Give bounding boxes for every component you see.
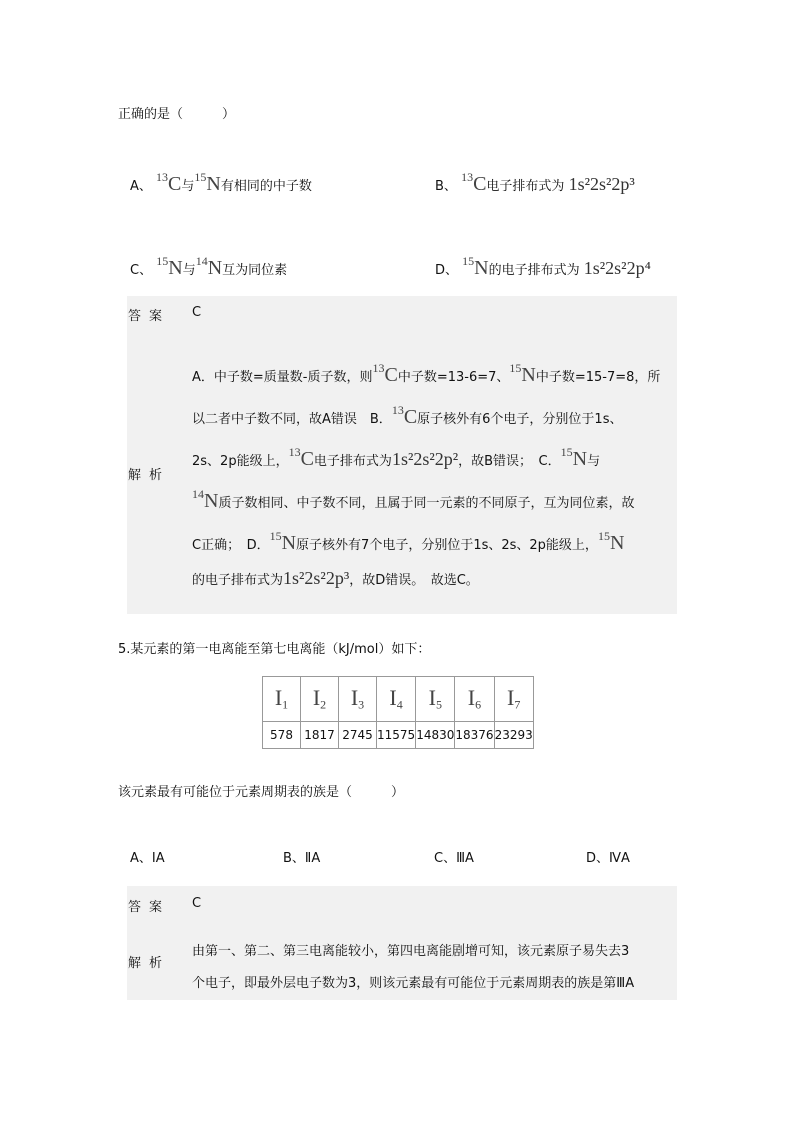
question-stem: 5.某元素的第一电离能至第七电离能（kJ/mol）如下： bbox=[118, 642, 431, 657]
electron-config: 1s²2s²2p³ bbox=[283, 568, 350, 588]
table-header-cell bbox=[301, 677, 339, 722]
table-cell: 1817 bbox=[301, 722, 339, 749]
answer-label: 答案 bbox=[128, 309, 171, 324]
isotope-mass: 15 bbox=[462, 254, 475, 268]
analysis-text: 与 bbox=[587, 454, 601, 469]
table-header-cell bbox=[416, 677, 455, 722]
option-a-text: 有相同的中子数 bbox=[220, 179, 312, 194]
question-text: 该元素最有可能位于元素周期表的族是（ ） bbox=[118, 785, 405, 800]
ionization-symbol: I bbox=[274, 685, 283, 711]
analysis-text: 以二者中子数不同，故A错误 B． bbox=[192, 412, 392, 427]
isotope-element: C bbox=[473, 173, 487, 195]
analysis-text: ，故D错误。 故选C。 bbox=[349, 573, 479, 588]
ionization-symbol: I bbox=[506, 685, 515, 711]
option-c bbox=[130, 254, 287, 280]
analysis-label: 解析 bbox=[128, 956, 171, 971]
table-header-cell bbox=[455, 677, 494, 722]
ionization-subscript: 1 bbox=[282, 697, 289, 712]
analysis-text: A．中子数=质量数-质子数，则 bbox=[192, 370, 373, 385]
option-c: C、ⅢA bbox=[434, 851, 474, 866]
analysis-line-1: 由第一、第二、第三电离能较小，第四电离能剧增可知，该元素原子易失去3 bbox=[192, 944, 630, 959]
analysis-line-5: C正确； D．15N原子核外有7个电子，分别位于1s、2s、2p能级上，15N bbox=[192, 529, 625, 554]
isotope-mass: 13 bbox=[461, 170, 474, 184]
table-cell: 18376 bbox=[455, 722, 494, 749]
option-a: A、ⅠA bbox=[130, 851, 165, 866]
electron-config: 1s²2s²2p³ bbox=[568, 174, 635, 194]
isotope-mass: 13 bbox=[156, 170, 169, 184]
table-header-cell bbox=[339, 677, 377, 722]
analysis-text: 中子数=13-6=7、 bbox=[397, 370, 510, 385]
analysis-text: 质子数相同、中子数不同，且属于同一元素的不同原子，互为同位素，故 bbox=[218, 496, 635, 511]
ionization-symbol: I bbox=[312, 685, 321, 711]
analysis-line-2: 个电子，即最外层电子数为3，则该元素最有可能位于元素周期表的族是第ⅢA bbox=[192, 976, 635, 991]
ionization-symbol: I bbox=[467, 685, 476, 711]
isotope-element: N bbox=[206, 173, 221, 195]
table-cell: 578 bbox=[263, 722, 301, 749]
isotope-element: C bbox=[168, 173, 182, 195]
isotope-mass: 15 bbox=[156, 254, 169, 268]
table-cell: 11575 bbox=[377, 722, 416, 749]
analysis-text: 原子核外有7个电子，分别位于1s、2s、2p能级上， bbox=[296, 538, 598, 553]
option-b: B、ⅡA bbox=[283, 851, 321, 866]
answer-value: C bbox=[192, 305, 202, 320]
ionization-energy-table bbox=[262, 676, 534, 749]
analysis-text: 的电子排布式为 bbox=[192, 573, 284, 588]
analysis-line-4: 14N质子数相同、中子数不同，且属于同一元素的不同原子，互为同位素，故 bbox=[192, 487, 635, 512]
option-b bbox=[435, 170, 635, 196]
ionization-subscript: 5 bbox=[435, 697, 442, 712]
analysis-text: 2s、2p能级上， bbox=[192, 454, 289, 469]
isotope-element: N bbox=[207, 257, 223, 279]
question-stem: 正确的是（ ） bbox=[118, 107, 236, 122]
ionization-subscript: 2 bbox=[320, 697, 327, 712]
option-d bbox=[435, 254, 651, 280]
option-c-text: 互为同位素 bbox=[222, 263, 288, 278]
isotope-mass: 15 bbox=[194, 170, 207, 184]
ionization-subscript: 4 bbox=[396, 697, 403, 712]
analysis-text: 中子数=15-7=8，所 bbox=[535, 370, 661, 385]
analysis-line-2: 以二者中子数不同，故A错误 B．13C原子核外有6个电子，分别位于1s、 bbox=[192, 403, 623, 428]
table-cell: 14830 bbox=[416, 722, 455, 749]
option-d-prefix: D、 bbox=[435, 263, 459, 278]
table-header-cell bbox=[263, 677, 301, 722]
ionization-symbol: I bbox=[428, 685, 436, 711]
option-a-prefix: A、 bbox=[130, 179, 152, 194]
analysis-text: 电子排布式为 bbox=[313, 454, 392, 469]
isotope-element: N bbox=[474, 257, 489, 279]
ionization-subscript: 7 bbox=[514, 697, 521, 712]
analysis-text: C正确； D． bbox=[192, 538, 270, 553]
isotope-mass: 14 bbox=[195, 254, 208, 268]
table-cell: 23293 bbox=[494, 722, 533, 749]
option-a bbox=[130, 170, 312, 196]
ionization-subscript: 3 bbox=[358, 697, 365, 712]
analysis-line-3: 2s、2p能级上，13C电子排布式为1s²2s²2p²，故B错误； C．15N与 bbox=[192, 445, 601, 470]
isotope-element: N bbox=[168, 257, 183, 279]
table-row bbox=[263, 722, 534, 749]
table-header-cell bbox=[377, 677, 416, 722]
analysis-text: ，故B错误； C． bbox=[458, 454, 561, 469]
table-header-cell bbox=[494, 677, 533, 722]
answer-label: 答案 bbox=[128, 900, 171, 915]
analysis-label: 解析 bbox=[128, 468, 171, 483]
option-d-text: 的电子排布式为 bbox=[488, 263, 580, 278]
electron-config: 1s²2s²2p² bbox=[391, 449, 459, 469]
option-c-prefix: C、 bbox=[130, 263, 153, 278]
answer-value: C bbox=[192, 896, 202, 911]
table-header-row bbox=[263, 677, 534, 722]
option-b-prefix: B、 bbox=[435, 179, 457, 194]
table-cell: 2745 bbox=[339, 722, 377, 749]
analysis-line-6 bbox=[192, 568, 676, 591]
ionization-symbol: I bbox=[389, 685, 397, 711]
ionization-symbol: I bbox=[350, 685, 359, 711]
electron-config: 1s²2s²2p⁴ bbox=[583, 258, 651, 278]
analysis-text: 原子核外有6个电子，分别位于1s、 bbox=[417, 412, 623, 427]
option-b-text: 电子排布式为 bbox=[486, 179, 565, 194]
ionization-subscript: 6 bbox=[475, 697, 482, 712]
analysis-line-1: A．中子数=质量数-质子数，则13C中子数=13-6=7、15N中子数=15-7=8，所 bbox=[192, 361, 661, 386]
option-d: D、ⅣA bbox=[586, 851, 630, 866]
option-a-mid: 与 bbox=[181, 179, 195, 194]
option-c-mid: 与 bbox=[182, 263, 196, 278]
